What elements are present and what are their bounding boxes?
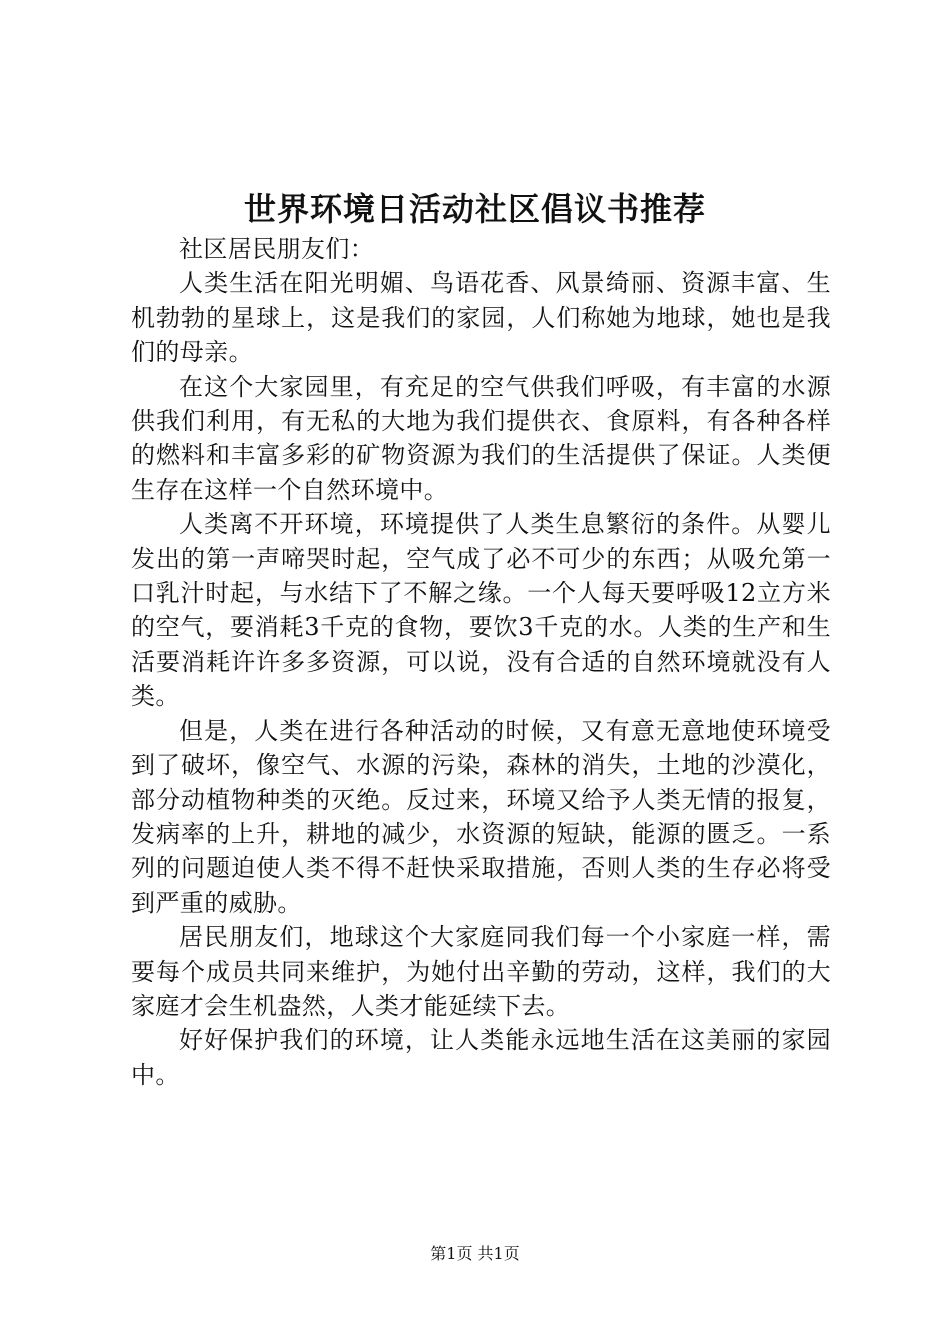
document-body [131, 232, 831, 1092]
paragraph-3: 人类离不开环境，环境提供了人类生息繁衍的条件。从婴儿发出的第一声啼哭时起，空气成了必不可少的东西；从吸允第一口乳汁时起，与水结下了不解之缘。一个人每天要呼吸12立方米的空气，要消耗3千克的食物，要饮3千克的水。人类的生产和生活要消耗许许多多资源，可以说，没有合适的自然环境就没有人类。 [131, 510, 831, 711]
page-footer: 第1页 共1页 [430, 1244, 520, 1263]
paragraph-4: 但是，人类在进行各种活动的时候，又有意无意地使环境受到了破坏，像空气、水源的污染，森林的消失，土地的沙漠化，部分动植物种类的灭绝。反过来，环境又给予人类无情的报复，发病率的上升，耕地的减少，水资源的短缺，能源的匮乏。一系列的问题迫使人类不得不赶快采取措施，否则人类的生存必将受到严重的威胁。 [131, 716, 831, 917]
greeting: 社区居民朋友们： [179, 235, 375, 263]
paragraph-5: 居民朋友们，地球这个大家庭同我们每一个小家庭一样，需要每个成员共同来维护，为她付出辛勤的劳动，这样，我们的大家庭才会生机盎然，人类才能延续下去。 [131, 923, 831, 1020]
paragraph-2: 在这个大家园里，有充足的空气供我们呼吸，有丰富的水源供我们利用，有无私的大地为我们提供衣、食原料，有各种各样的燃料和丰富多彩的矿物资源为我们的生活提供了保证。人类便生存在这样一个自然环境中。 [131, 372, 831, 504]
paragraph-1: 人类生活在阳光明媚、鸟语花香、风景绮丽、资源丰富、生机勃勃的星球上，这是我们的家园，人们称她为地球，她也是我们的母亲。 [131, 269, 831, 367]
paragraph-6: 好好保护我们的环境，让人类能永远地生活在这美丽的家园中。 [131, 1026, 831, 1089]
document-title: 世界环境日活动社区倡议书推荐 [243, 190, 706, 228]
